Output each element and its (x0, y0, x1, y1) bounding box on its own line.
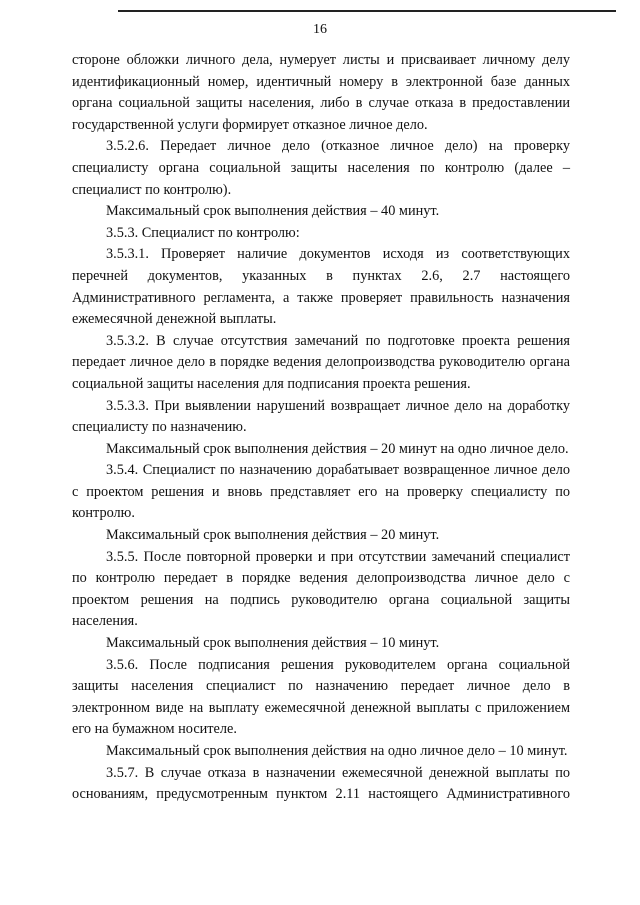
paragraph-max-time: Максимальный срок выполнения действия – 40 минут. (106, 203, 440, 220)
paragraph-max-time: Максимальный срок выполнения действия на одно личное дело – 10 минут. (106, 743, 568, 759)
top-rule (118, 10, 616, 12)
paragraph-3-5-3: 3.5.3. Специалист по контролю: (106, 224, 300, 241)
paragraph-3-5-3-3: 3.5.3.3. При выявлении нарушений возвращает личное дело на доработку специалисту по назначению. (72, 397, 570, 436)
paragraph-3-5-6: 3.5.6. После подписания решения руководителем органа социальной защиты населения специалист по назначению передает личное дело в электронном виде на выплату ежемесячной денежной выплаты с приложением его на бумажном носителе. (72, 656, 570, 738)
paragraph-3-5-2-6: 3.5.2.6. Передает личное дело (отказное личное дело) на проверку специалисту органа социальной защиты населения по контролю (далее – специалист по контролю). (72, 138, 570, 198)
paragraph-max-time: Максимальный срок выполнения действия – 20 минут на одно личное дело. (106, 440, 569, 457)
document-body (72, 50, 570, 806)
paragraph-3-5-5: 3.5.5. После повторной проверки и при отсутствии замечаний специалист по контролю передает в порядке ведения делопроизводства личное дело с проектом решения на подпись руководителю органа социальной защиты населения. (72, 548, 570, 630)
paragraph-max-time: Максимальный срок выполнения действия – 20 минут. (106, 527, 440, 544)
paragraph-3-5-3-1: 3.5.3.1. Проверяет наличие документов исходя из соответствующих перечней документов, указанных в пунктах 2.6, 2.7 настоящего Административного регламента, а также проверяет правильность назначения ежемесячной денежной выплаты. (72, 246, 570, 328)
page-number: 16 (313, 22, 327, 37)
paragraph-3-5-7: 3.5.7. В случае отказа в назначении ежемесячной денежной выплаты по основаниям, предусмотренным пунктом 2.11 настоящего Административного (72, 764, 570, 803)
paragraph-3-5-4: 3.5.4. Специалист по назначению дорабатывает возвращенное личное дело с проектом решения и вновь представляет его на проверку специалисту по контролю. (72, 462, 570, 522)
paragraph-continuation: стороне обложки личного дела, нумерует листы и присваивает личному делу идентификационный номер, идентичный номеру в электронной базе данных органа социальной защиты населения, либо в случае отказа в предоставлении государственной услуги формирует отказное личное дело. (72, 52, 570, 133)
paragraph-3-5-3-2: 3.5.3.2. В случае отсутствия замечаний по подготовке проекта решения передает личное дело в порядке ведения делопроизводства руководителю органа социальной защиты населения для подписания проекта решения. (72, 332, 570, 392)
paragraph-max-time: Максимальный срок выполнения действия – 10 минут. (106, 635, 440, 652)
